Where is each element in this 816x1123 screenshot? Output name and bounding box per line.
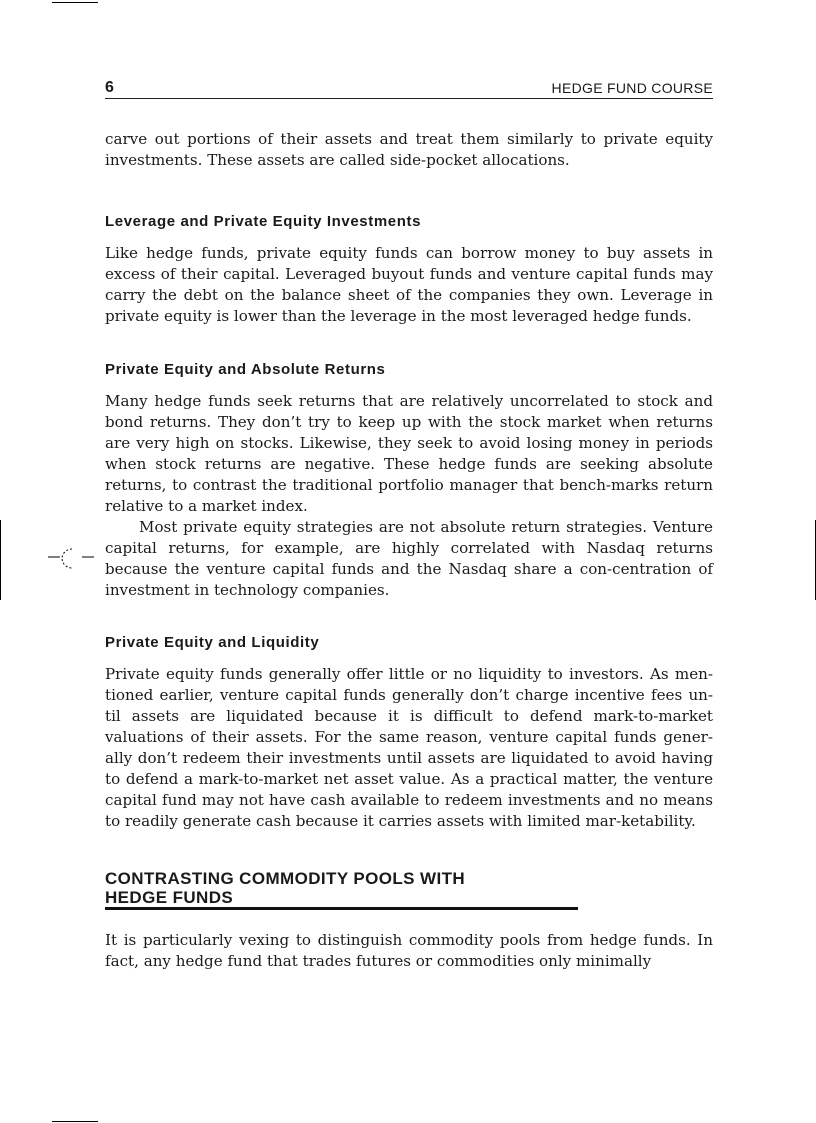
heading-rule [105, 907, 578, 910]
intro-paragraph: carve out portions of their assets and treat them similarly to private equity investments. These assets are called side-pocket allocations. [105, 130, 713, 169]
section-heading-leverage: Leverage and Private Equity Investments [105, 213, 422, 230]
section-heading-absolute-returns: Private Equity and Absolute Returns [105, 361, 386, 378]
running-header [105, 78, 713, 99]
crop-mark-bottom [52, 1121, 98, 1122]
page-body [105, 129, 713, 972]
paragraph-commodity-pools: It is particularly vexing to distinguish commodity pools from hedge funds. In fact, any hedge fund that trades futures or commodities only minimally [105, 931, 713, 970]
major-heading-line2: HEDGE FUNDS [105, 888, 234, 907]
paragraph-leverage: Like hedge funds, private equity funds can borrow money to buy assets in excess of their capital. Leveraged buyout funds and venture capital funds may carry the debt on the balance sheet of the companies they own. Leverage in private equity is lower than the leverage in the most leveraged hedge funds. [105, 244, 713, 325]
paragraph-liquidity: Private equity funds generally offer little or no liquidity to investors. As men-tioned earlier, venture capital funds generally don’t charge incentive fees un-til assets are liquidated because it is difficult to defend mark-to-market valuations of their assets. For the same reason, venture capital funds gener-ally don’t redeem their investments until assets are liquidated to avoid having to defend a mark-to-market net asset value. As a practical matter, the venture capital fund may not have cash available to redeem investments and no means to readily generate cash because it carries assets with limited mar-ketability. [105, 665, 713, 830]
page-number: 6 [105, 79, 114, 96]
section-heading-liquidity: Private Equity and Liquidity [105, 634, 320, 651]
registration-mark-icon [44, 548, 102, 578]
crop-mark-left [0, 520, 1, 600]
running-title: HEDGE FUND COURSE [551, 80, 713, 96]
major-heading-line1: CONTRASTING COMMODITY POOLS WITH [105, 869, 466, 888]
paragraph-absolute-returns-1: Many hedge funds seek returns that are relatively uncorrelated to stock and bond returns. They don’t try to keep up with the stock market when returns are very high on stocks. Likewise, they seek to avoid losing money in periods when stock returns are negative. These hedge funds are seeking absolute returns, to contrast the traditional portfolio manager that bench-marks return relative to a market index. [105, 392, 713, 515]
paragraph-absolute-returns-2: Most private equity strategies are not absolute return strategies. Venture capital returns, for example, are highly correlated with Nasdaq returns because the venture capital funds and the Nasdaq share a con-centration of investment in technology companies. [105, 518, 713, 599]
crop-mark-top [52, 2, 98, 3]
